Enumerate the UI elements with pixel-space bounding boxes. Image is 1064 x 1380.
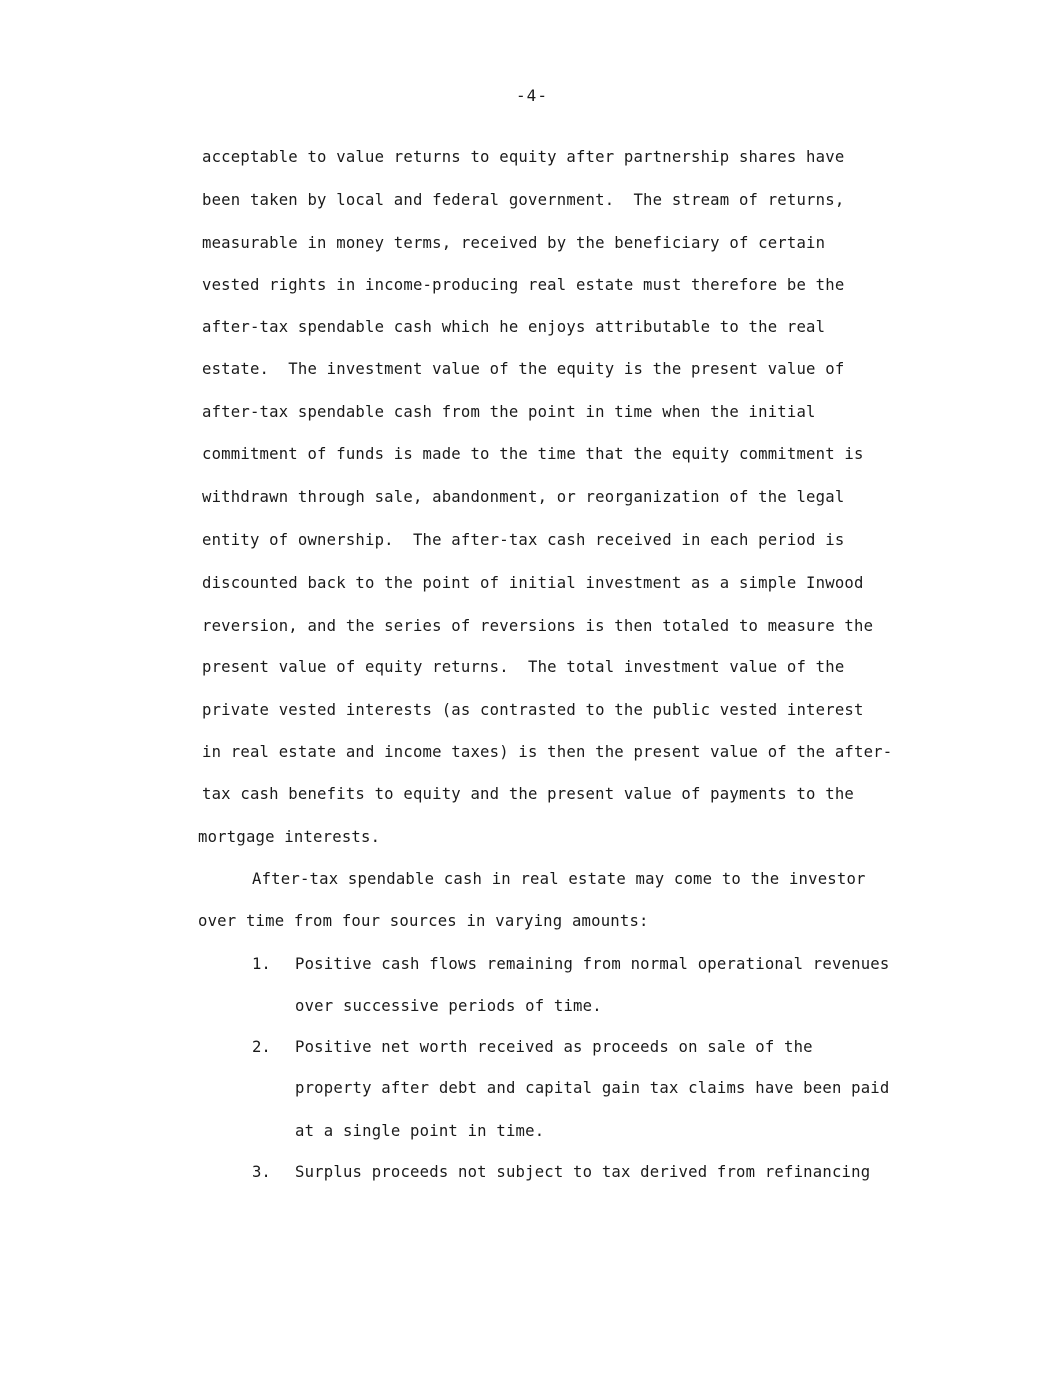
list-item-number: 1. (252, 955, 271, 973)
text-line: discounted back to the point of initial investment as a simple Inwood (202, 574, 864, 592)
text-line: acceptable to value returns to equity after partnership shares have (202, 148, 845, 166)
text-line: Positive cash flows remaining from normal operational revenues (295, 955, 890, 973)
text-line: after-tax spendable cash which he enjoys attributable to the real (202, 318, 826, 336)
text-line: commitment of funds is made to the time that the equity commitment is (202, 445, 864, 463)
text-line: withdrawn through sale, abandonment, or reorganization of the legal (202, 488, 845, 506)
list-item-number: 2. (252, 1038, 271, 1056)
page-number: -4- (516, 86, 548, 105)
list-item-number: 3. (252, 1163, 271, 1181)
text-line: entity of ownership. The after-tax cash received in each period is (202, 531, 845, 549)
text-line: Surplus proceeds not subject to tax derived from refinancing (295, 1163, 871, 1181)
text-line: mortgage interests. (198, 828, 381, 846)
text-line: vested rights in income-producing real estate must therefore be the (202, 276, 845, 294)
text-line: tax cash benefits to equity and the present value of payments to the (202, 785, 854, 803)
text-line: over time from four sources in varying amounts: (198, 912, 649, 930)
text-line: reversion, and the series of reversions is then totaled to measure the (202, 617, 874, 635)
text-line: measurable in money terms, received by the beneficiary of certain (202, 234, 826, 252)
text-line: been taken by local and federal government. The stream of returns, (202, 191, 845, 209)
text-line: in real estate and income taxes) is then the present value of the after- (202, 743, 893, 761)
text-line: over successive periods of time. (295, 997, 602, 1015)
text-line: estate. The investment value of the equity is the present value of (202, 360, 845, 378)
text-line: at a single point in time. (295, 1122, 545, 1140)
text-line: After-tax spendable cash in real estate may come to the investor (252, 870, 866, 888)
text-line: property after debt and capital gain tax claims have been paid (295, 1079, 890, 1097)
text-line: after-tax spendable cash from the point in time when the initial (202, 403, 816, 421)
text-line: Positive net worth received as proceeds on sale of the (295, 1038, 813, 1056)
text-line: present value of equity returns. The total investment value of the (202, 658, 845, 676)
text-line: private vested interests (as contrasted to the public vested interest (202, 701, 864, 719)
